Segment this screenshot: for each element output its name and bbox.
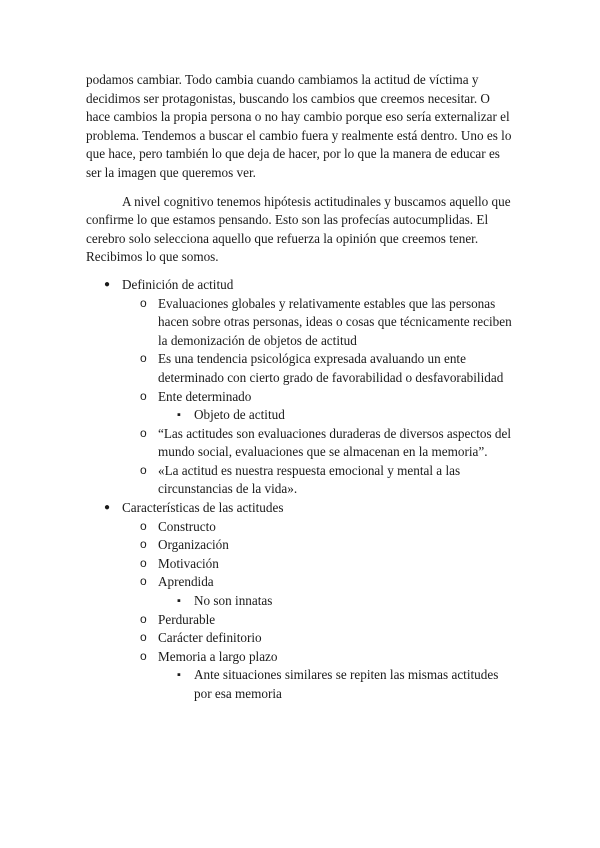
bullet-circle-icon: o — [140, 351, 147, 366]
outline-list — [86, 276, 516, 704]
sub-item — [86, 611, 516, 630]
bullet-disc-icon: ● — [104, 502, 111, 514]
sub-sub-item-label: No son innatas — [194, 593, 273, 609]
sub-item-label: Carácter definitorio — [158, 630, 262, 646]
sub-sub-item-label: Ante situaciones similares se repiten las mismas actitudes por esa memoria — [194, 667, 499, 701]
sub-list — [86, 518, 516, 704]
sub-sub-list — [86, 592, 516, 611]
sub-item-label: Evaluaciones globales y relativamente estables que las personas hacen sobre otras personas, ideas o cosas que técnicamente reciben la demonización de objetos de actitud — [158, 295, 512, 348]
bullet-circle-icon: o — [140, 295, 147, 310]
sub-item-label: Ente determinado — [158, 388, 252, 404]
sub-item — [86, 648, 516, 704]
sub-item — [86, 555, 516, 574]
sub-item-label: Aprendida — [158, 574, 214, 590]
bullet-disc-icon: ● — [104, 278, 111, 290]
sub-sub-item — [86, 592, 516, 611]
bullet-circle-icon: o — [140, 648, 147, 663]
sub-sub-list — [86, 406, 516, 425]
sub-item-label: «La actitud es nuestra respuesta emocional y mental a las circunstancias de la vida». — [158, 462, 461, 497]
bullet-circle-icon: o — [140, 462, 147, 477]
bullet-square-icon: ▪ — [177, 409, 181, 422]
sub-item-label: Memoria a largo plazo — [158, 648, 278, 664]
sub-item-label: Es una tendencia psicológica expresada avaluando un ente determinado con cierto grado de favorabilidad o desfavorabilidad — [158, 351, 504, 385]
outline-item-label: Características de las actitudes — [122, 500, 284, 516]
bullet-circle-icon: o — [140, 630, 147, 645]
outline-item — [86, 499, 516, 704]
bullet-circle-icon: o — [140, 518, 147, 533]
sub-item — [86, 388, 516, 425]
bullet-circle-icon: o — [140, 537, 147, 552]
sub-item-label: Constructo — [158, 518, 216, 534]
bullet-circle-icon: o — [140, 388, 147, 403]
sub-list — [86, 295, 516, 500]
bullet-circle-icon: o — [140, 425, 147, 440]
sub-item — [86, 629, 516, 648]
sub-item — [86, 350, 516, 387]
sub-item — [86, 536, 516, 555]
sub-item — [86, 573, 516, 610]
sub-item-label: Organización — [158, 537, 229, 553]
outline-item — [86, 276, 516, 499]
sub-sub-item-label: Objeto de actitud — [194, 407, 285, 423]
sub-item-label: “Las actitudes son evaluaciones duraderas de diversos aspectos del mundo social, evaluaciones que se almacenan en la memoria”. — [158, 425, 512, 460]
bullet-square-icon: ▪ — [177, 595, 181, 608]
paragraph-cognitive: A nivel cognitivo tenemos hipótesis actitudinales y buscamos aquello que confirme lo que estamos pensando. Esto son las profecías autocumplidas. El cerebro solo selecciona aquello que refuerza la opinión que creemos tener. Recibimos lo que somos. — [86, 193, 511, 265]
sub-item-label: Perdurable — [158, 611, 216, 627]
sub-item-label: Motivación — [158, 555, 219, 571]
sub-item — [86, 295, 516, 351]
bullet-square-icon: ▪ — [177, 669, 181, 682]
paragraph-intro: podamos cambiar. Todo cambia cuando cambiamos la actitud de víctima y decidimos ser protagonistas, buscando los cambios que creemos necesitar. O hace cambios la propia persona o no hay cambio porque eso sería externalizar el problema. Tendemos a buscar el cambio fuera y realmente está dentro. Uno es lo que hace, pero también lo que deja de hacer, por lo que la manera de educar es ser la imagen que queremos ver. — [86, 72, 512, 180]
bullet-circle-icon: o — [140, 555, 147, 570]
outline-item-label: Definición de actitud — [122, 276, 234, 292]
sub-sub-list — [86, 666, 516, 703]
sub-sub-item — [86, 666, 516, 703]
bullet-circle-icon: o — [140, 574, 147, 589]
sub-item — [86, 462, 516, 499]
document-page — [86, 71, 516, 704]
sub-sub-item — [86, 406, 516, 425]
sub-item — [86, 425, 516, 462]
sub-item — [86, 518, 516, 537]
bullet-circle-icon: o — [140, 611, 147, 626]
